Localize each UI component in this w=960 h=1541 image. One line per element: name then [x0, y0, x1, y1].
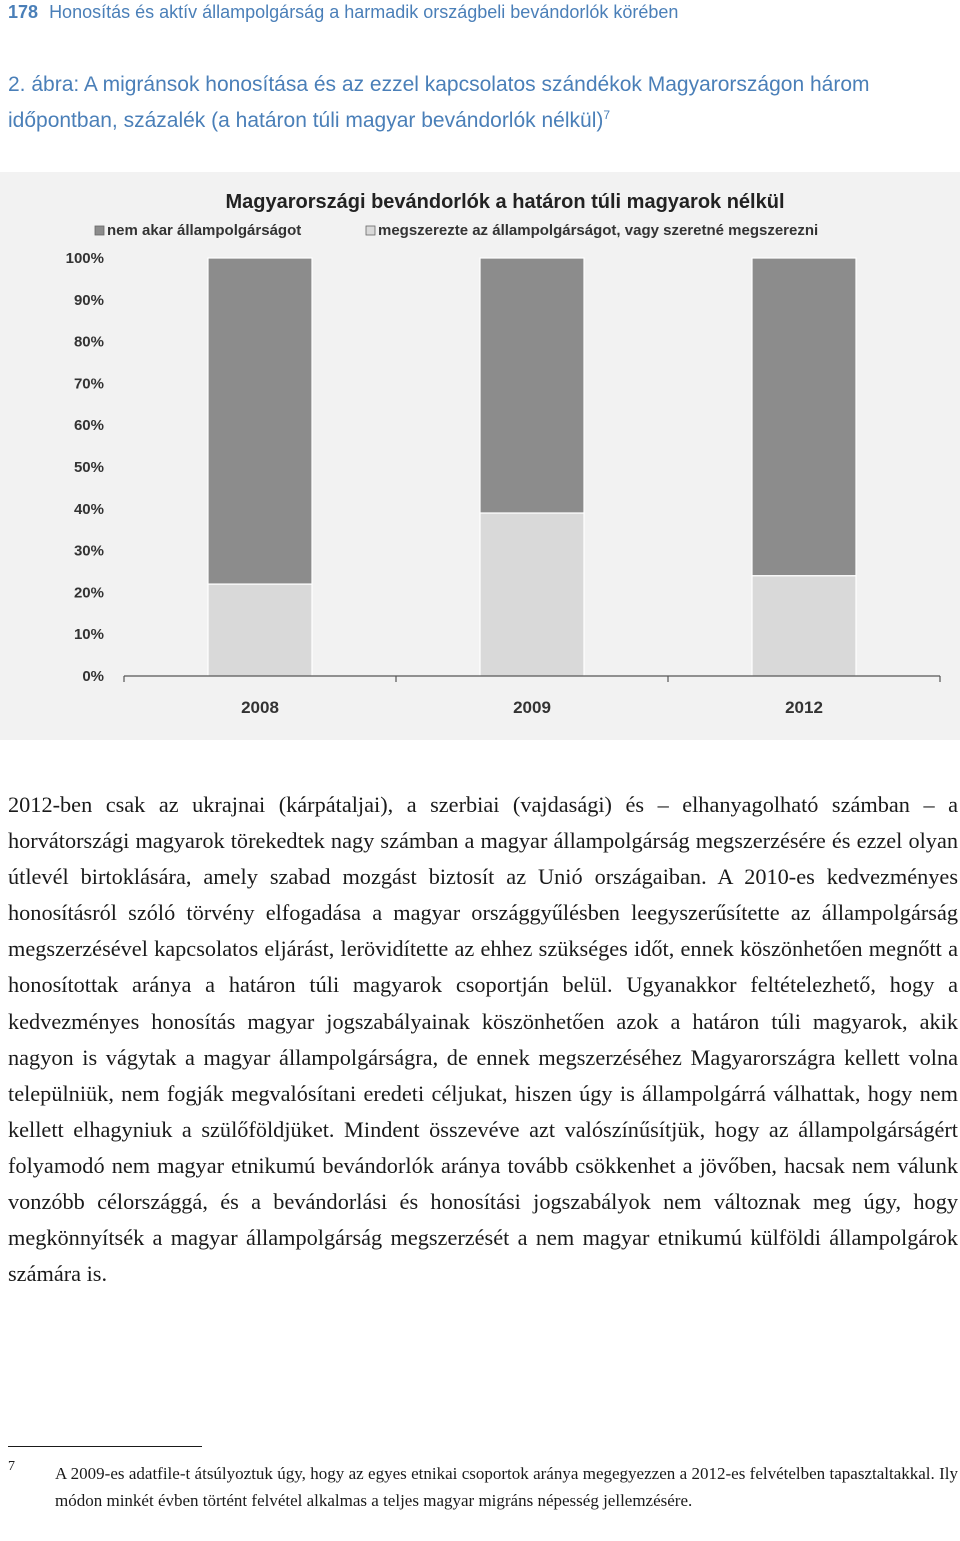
y-tick-label: 70% — [73, 375, 104, 393]
footnote-ref: 7 — [603, 108, 611, 122]
y-tick-label: 80% — [73, 333, 104, 351]
bar-segment — [480, 513, 584, 676]
x-tick-label: 2012 — [785, 698, 823, 717]
legend-label: nem akar állampolgárságot — [107, 222, 302, 239]
y-tick-label: 10% — [73, 626, 104, 644]
bar-segment — [752, 258, 856, 576]
y-tick-label: 90% — [73, 291, 104, 309]
legend-swatch — [366, 226, 375, 235]
y-tick-label: 0% — [82, 668, 104, 685]
bar-segment — [208, 258, 312, 584]
y-tick-label: 40% — [73, 500, 104, 518]
figure-caption — [8, 70, 958, 136]
y-tick-label: 60% — [73, 417, 104, 435]
figure-caption-text: A migránsok honosítása és az ezzel kapcsolatos szándékok Magyarországon három időpontban, százalék (a határon túli magyar bevándorlók nélkül) — [8, 73, 870, 132]
stacked-bar-chart — [0, 172, 960, 740]
y-tick-label: 20% — [73, 584, 104, 602]
legend-swatch — [95, 226, 104, 235]
body-paragraph: 2012-ben csak az ukrajnai (kárpátaljai), a szerbiai (vajdasági) és – elhanyagolható számban – a horvátországi magyarok törekedtek nagy számban a magyar állampolgárság megszerzésére és ezzel olyan útlevél birtoklására, amely szabad mozgást biztosít az Unió országaiban. A 2010-es kedvezményes honosításról szóló törvény elfogadása a magyar országgyűlésben leegyszerűsítette az állampolgárság megszerzésével kapcsolatos eljárást, lerövidítette az ehhez szükséges időt, ennek köszönhetően megnőtt a honosítottak aránya a határon túli magyarok csoportján belül. Ugyanakkor feltételezhető, hogy a kedvezményes honosítás magyar jogszabályainak köszönhetően azok a határon túli magyarok, akik nagyon is vágytak a magyar állampolgárságra, de ennek megszerzéséhez Magyarországra kellett volna települniük, nem fogják megvalósítani eredeti céljukat, hiszen úgy is állampolgárrá válhattak, hogy nem kellett elhagyniuk a szülőföldjüket. Mindent összevéve azt valószínűsítjük, hogy az állampolgárságért folyamodó nem magyar etnikumú bevándorlók aránya tovább csökkenhet a jövőben, hacsak nem válunk vonzóbb célországgá, és a bevándorlási és honosítási jogszabályok nem változnak meg úgy, hogy megkönnyítsék a magyar állampolgárság megszerzését a nem magyar etnikumú külföldi állampolgárok számára is. — [8, 792, 958, 1287]
running-title: Honosítás és aktív állampolgárság a harmadik országbeli bevándorlók körében — [49, 2, 679, 22]
x-tick-label: 2009 — [513, 698, 551, 717]
bar-segment — [752, 576, 856, 676]
chart-container — [0, 172, 960, 740]
x-tick-label: 2008 — [241, 698, 279, 717]
bar-segment — [208, 584, 312, 676]
body-text — [8, 787, 958, 1292]
legend-label: megszerezte az állampolgárságot, vagy szeretné megszerezni — [378, 222, 819, 239]
page-number: 178 — [8, 2, 39, 22]
figure-label: 2. ábra: — [8, 73, 80, 96]
y-tick-label: 50% — [73, 459, 104, 476]
running-header — [8, 2, 678, 23]
footnote-number: 7 — [8, 1459, 15, 1474]
y-tick-label: 30% — [73, 542, 104, 560]
bar-segment — [480, 258, 584, 513]
chart-title: Magyarországi bevándorlók a határon túli magyarok nélkül — [225, 191, 785, 213]
footnote-text: A 2009-es adatfile-t átsúlyoztuk úgy, hogy az egyes etnikai csoportok aránya megegyezzen a 2012-es felvételben tapasztaltakkal. Ily módon minkét évben történt felvétel alkalmas a teljes magyar migráns népesség jellemzésére. — [55, 1464, 958, 1510]
footnote-rule — [8, 1446, 202, 1447]
y-tick-label: 100% — [65, 250, 104, 267]
